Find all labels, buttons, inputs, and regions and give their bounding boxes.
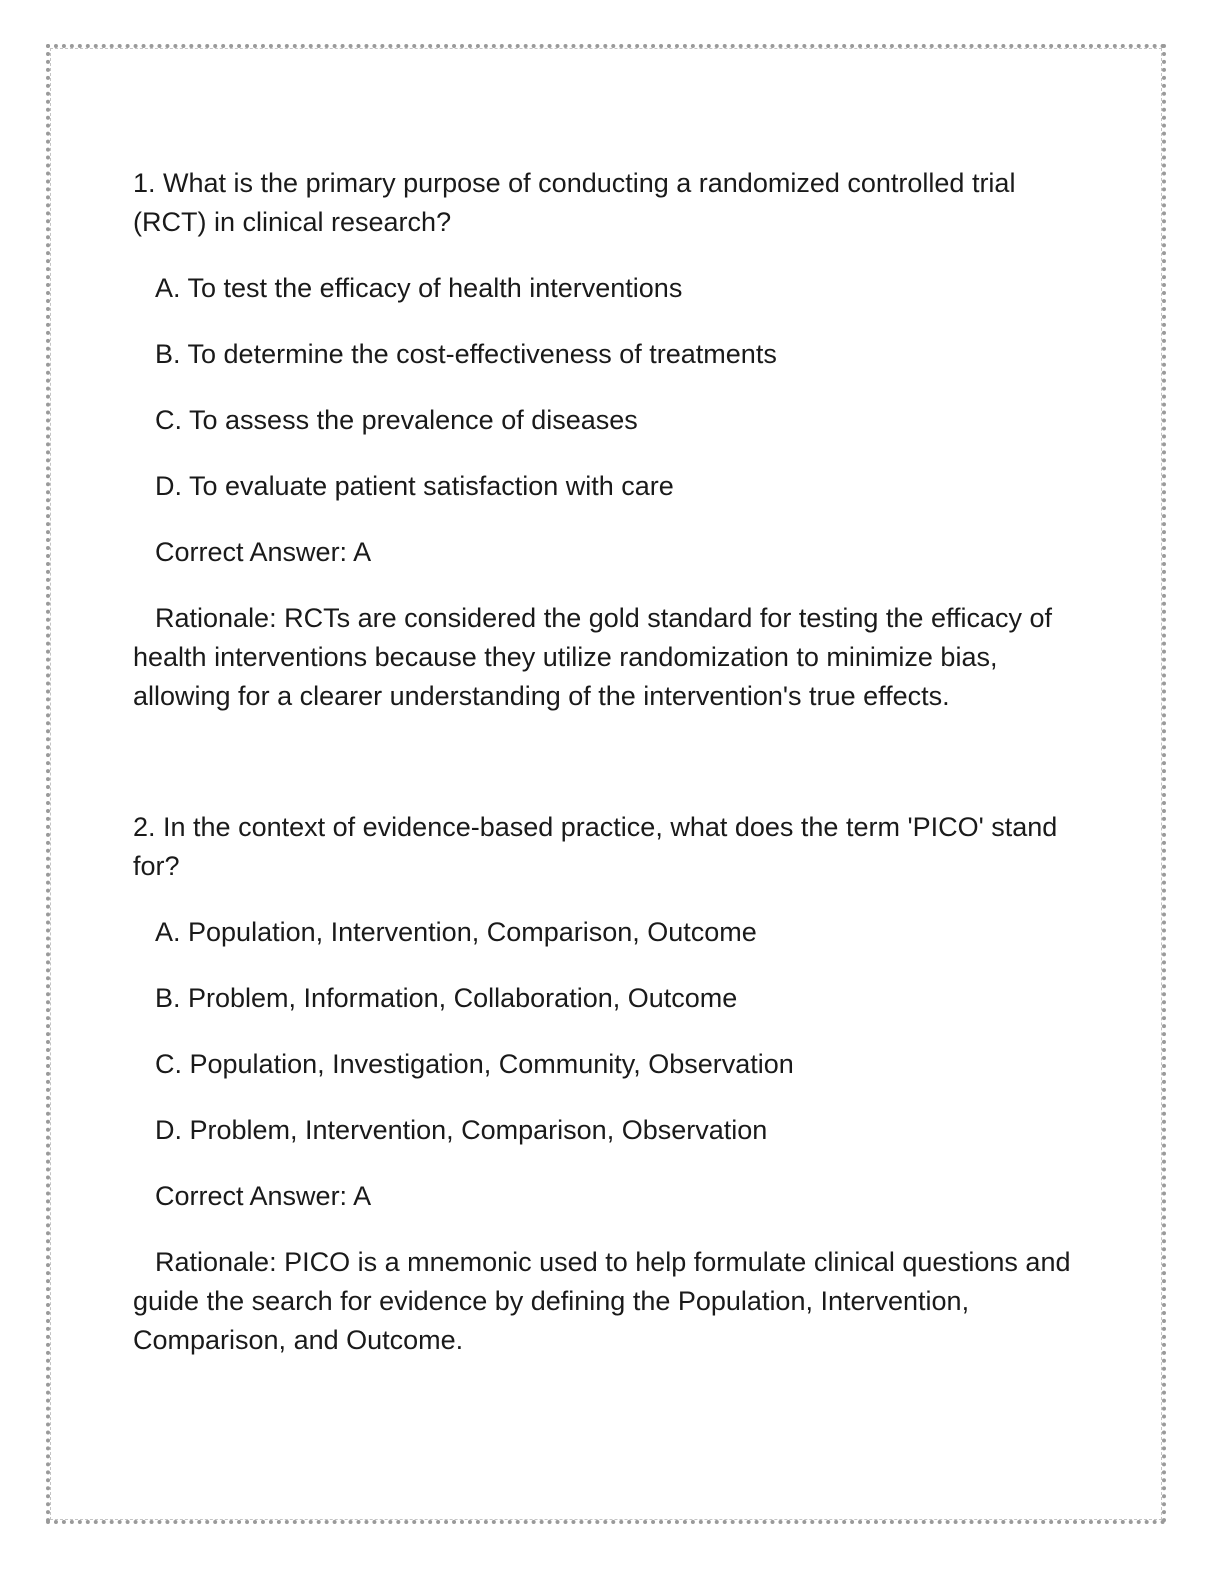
option-c: C. To assess the prevalence of diseases bbox=[155, 405, 638, 435]
question-text: 2. In the context of evidence-based practice, what does the term 'PICO' stand for? bbox=[133, 812, 1058, 881]
option-b: B. Problem, Information, Collaboration, Outcome bbox=[155, 983, 738, 1013]
option-a: A. Population, Intervention, Comparison, Outcome bbox=[155, 917, 757, 947]
rationale-text: Rationale: PICO is a mnemonic used to help formulate clinical questions and guide the search for evidence by defining the Population, Intervention, Comparison, and Outcome. bbox=[133, 1247, 1071, 1355]
section-spacer bbox=[133, 716, 1093, 808]
option-b: B. To determine the cost-effectiveness of treatments bbox=[155, 339, 777, 369]
question-block-2 bbox=[133, 808, 1093, 1360]
rationale-text: Rationale: RCTs are considered the gold standard for testing the efficacy of health interventions because they utilize randomization to minimize bias, allowing for a clearer understanding of the intervention's true effects. bbox=[133, 603, 1053, 711]
option-d: D. To evaluate patient satisfaction with care bbox=[155, 471, 674, 501]
option-a: A. To test the efficacy of health interventions bbox=[155, 273, 683, 303]
correct-answer: Correct Answer: A bbox=[155, 1181, 372, 1211]
document-content bbox=[133, 164, 1093, 1360]
question-block-1 bbox=[133, 164, 1093, 716]
correct-answer: Correct Answer: A bbox=[155, 537, 372, 567]
option-c: C. Population, Investigation, Community, Observation bbox=[155, 1049, 794, 1079]
question-text: 1. What is the primary purpose of conducting a randomized controlled trial (RCT) in clinical research? bbox=[133, 168, 1016, 237]
option-d: D. Problem, Intervention, Comparison, Observation bbox=[155, 1115, 768, 1145]
